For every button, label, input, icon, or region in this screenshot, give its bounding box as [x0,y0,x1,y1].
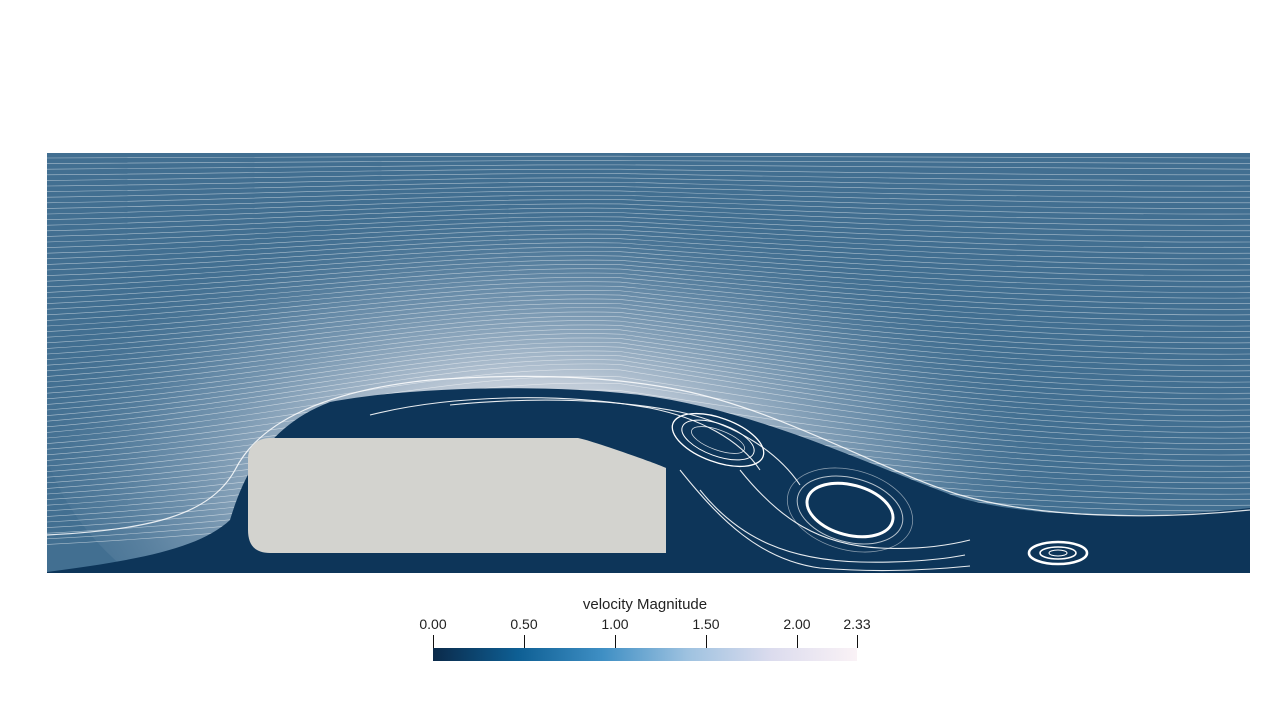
colorbar-tick-label: 1.00 [601,616,629,632]
colorbar-tick-mark [433,635,434,648]
bluff-body [248,438,666,553]
colorbar-tick-label: 0.00 [419,616,447,632]
colorbar-title: velocity Magnitude [582,596,708,613]
colorbar [433,648,857,661]
colorbar-tick-mark [615,635,616,648]
colorbar-tick-mark [857,635,858,648]
colorbar-tick-mark [524,635,525,648]
colorbar-tick-mark [797,635,798,648]
colorbar-tick-label: 2.33 [843,616,871,632]
colorbar-tick-label: 0.50 [510,616,538,632]
colorbar-tick-label: 2.00 [783,616,811,632]
colorbar-tick-label: 1.50 [692,616,720,632]
colorbar-tick-mark [706,635,707,648]
